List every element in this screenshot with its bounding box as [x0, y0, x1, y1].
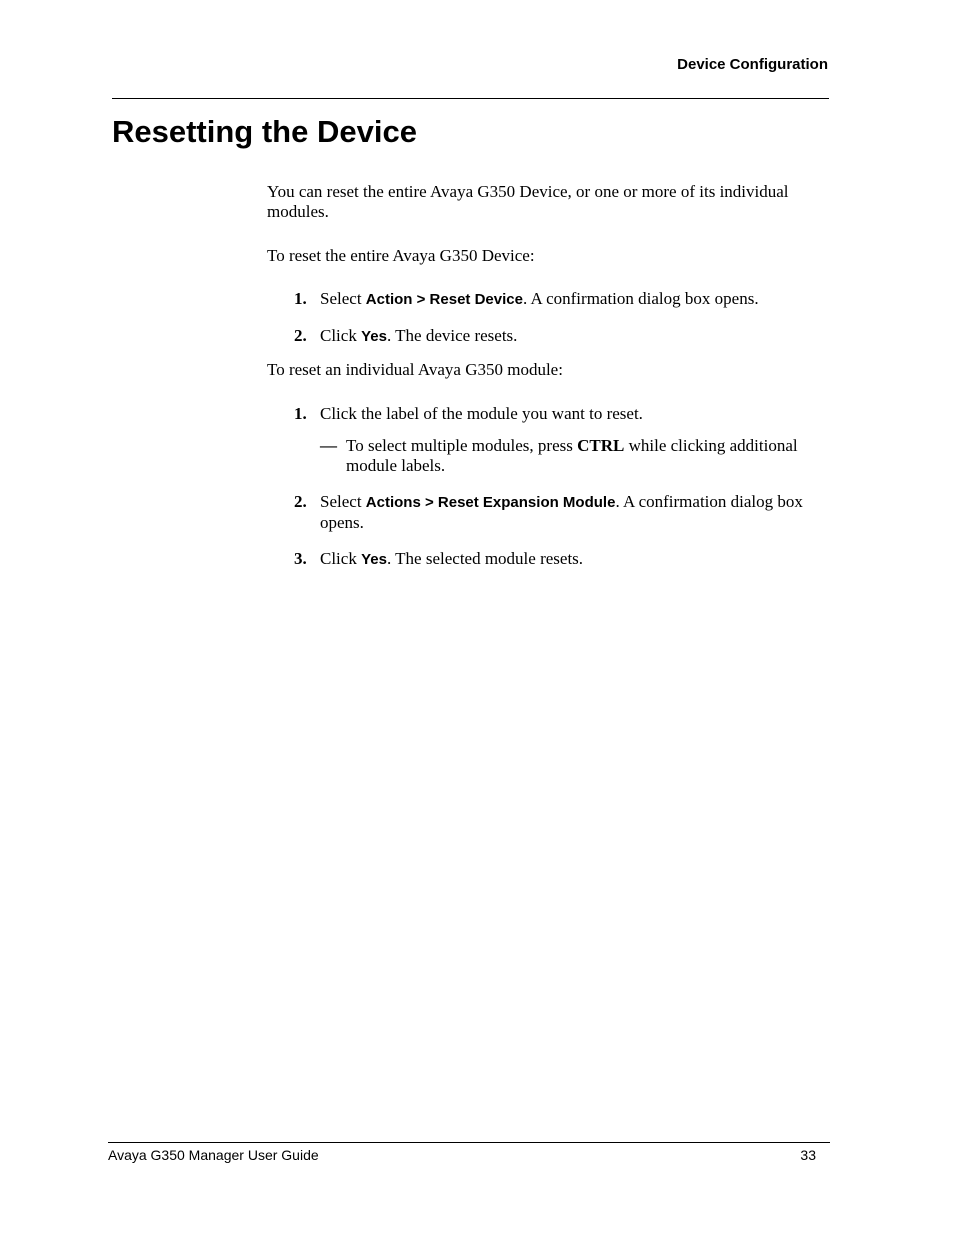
sub-text: while clicking additional module labels.: [346, 436, 798, 475]
footer-doc-title: Avaya G350 Manager User Guide: [108, 1147, 319, 1163]
page-number: 33: [800, 1147, 816, 1163]
ui-command: Actions > Reset Expansion Module: [365, 494, 616, 511]
intro-paragraph: You can reset the entire Avaya G350 Device, or one or more of its individual modules.: [267, 182, 789, 221]
step-number: 1.: [294, 404, 307, 423]
step-text: . A confirmation dialog box opens.: [320, 492, 803, 532]
step-number: 3.: [294, 549, 307, 568]
step-text: Click: [320, 326, 362, 345]
step-number: 2.: [294, 492, 307, 511]
device-reset-steps: [267, 289, 829, 347]
ui-command: Yes: [361, 328, 387, 345]
step-text: Click the label of the module you want to reset.: [320, 404, 643, 423]
step-text: . The device resets.: [386, 326, 518, 345]
step-text: . A confirmation dialog box opens.: [522, 289, 759, 308]
list-item: [267, 289, 829, 310]
sub-text: To select multiple modules, press: [346, 436, 578, 455]
ui-command: Yes: [361, 551, 387, 568]
module-reset-lead: To reset an individual Avaya G350 module:: [267, 360, 563, 379]
sub-item: [267, 436, 829, 476]
page-title: Resetting the Device: [112, 114, 417, 149]
running-header: Device Configuration: [677, 56, 828, 73]
step-number: 1.: [294, 289, 307, 308]
key-name: CTRL: [577, 436, 625, 455]
list-item: [267, 404, 829, 424]
module-reset-steps: [267, 404, 829, 570]
em-dash: —: [320, 436, 337, 455]
list-item: [267, 326, 829, 347]
device-reset-lead: To reset the entire Avaya G350 Device:: [267, 246, 535, 265]
step-text: Select: [320, 289, 366, 308]
step-text: Select: [320, 492, 366, 511]
list-item: [267, 492, 829, 533]
step-text: Click: [320, 549, 362, 568]
header-rule: [112, 98, 829, 99]
step-number: 2.: [294, 326, 307, 345]
ui-command: Action > Reset Device: [365, 291, 523, 308]
body-text: [267, 182, 829, 570]
step-text: . The selected module resets.: [386, 549, 584, 568]
footer-rule: [108, 1142, 830, 1143]
list-item: [267, 549, 829, 570]
